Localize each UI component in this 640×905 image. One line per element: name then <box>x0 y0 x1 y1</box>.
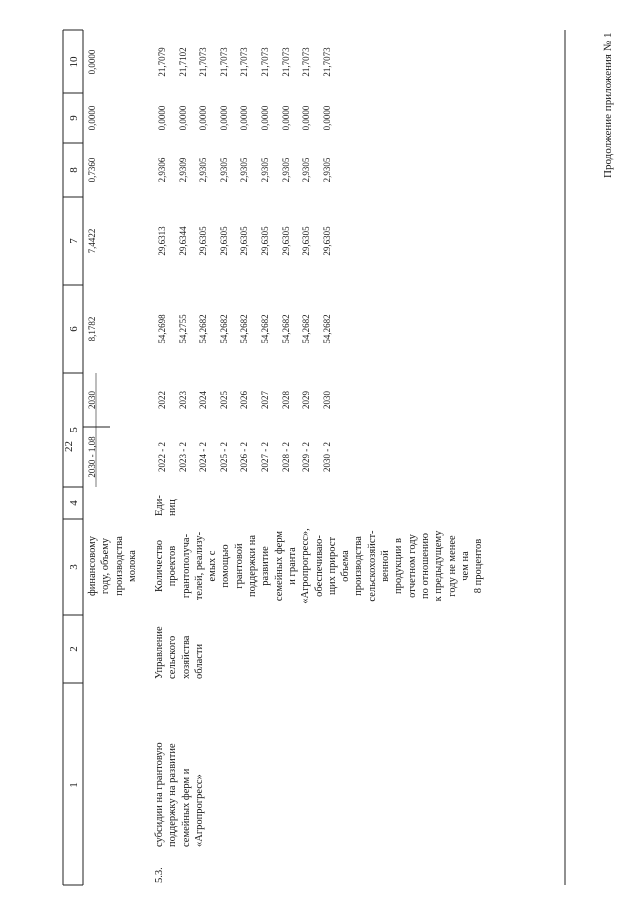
text-line: телей, реализу- <box>193 531 205 601</box>
text-line: Количество <box>154 539 165 593</box>
plan-col7: 29,6305 <box>301 226 312 256</box>
plan-col8: 2,9305 <box>218 157 229 183</box>
col-header-5: 5 <box>68 427 80 433</box>
plan-col9: 0,0000 <box>239 105 250 131</box>
appendix-continuation: Продолжение приложения № 1 <box>602 32 614 178</box>
plan-year: 2028 <box>280 391 291 409</box>
col-header-8: 8 <box>68 167 80 173</box>
plan-col10: 21,7073 <box>260 47 270 77</box>
plan-col6: 54,2698 <box>157 314 167 344</box>
plan-target: 2024 - 2 <box>198 442 209 472</box>
row-unit <box>153 495 180 516</box>
plan-col7: 29,6305 <box>218 226 229 256</box>
page-number: 22 <box>63 441 75 452</box>
plan-col10: 21,7073 <box>321 47 332 77</box>
plan-col9: 0,0000 <box>321 105 332 131</box>
text-line: 8 процентов <box>473 538 485 594</box>
text-line: проектов <box>167 545 179 587</box>
text-line: производства <box>353 536 365 596</box>
col-header-10: 10 <box>68 56 80 68</box>
carryover-col3 <box>86 519 139 613</box>
col-header-2: 2 <box>68 646 80 652</box>
col-header-4: 4 <box>68 500 80 506</box>
text-line: помощью <box>220 544 232 588</box>
plan-col6: 54,2682 <box>260 314 270 344</box>
plan-col6: 54,2755 <box>177 314 188 344</box>
plan-col10: 21,7073 <box>301 47 312 77</box>
carryover-col10: 0,0000 <box>87 49 97 75</box>
plan-col6: 54,2682 <box>218 314 229 344</box>
plan-year: 2029 <box>301 391 312 409</box>
plan-col8: 2,9305 <box>198 157 209 183</box>
plan-col6: 54,2682 <box>198 314 209 344</box>
plan-col7: 29,6313 <box>157 226 167 256</box>
plan-col8: 2,9305 <box>260 157 270 183</box>
text-line: Управление <box>154 626 165 679</box>
plan-col10: 21,7102 <box>177 47 188 77</box>
plan-col8: 2,9305 <box>321 157 332 183</box>
col-header-1: 1 <box>68 782 80 788</box>
row-indicator <box>153 519 485 613</box>
plan-year: 2023 <box>177 391 188 409</box>
row-name <box>153 742 206 847</box>
text-line: по отношению <box>419 533 431 599</box>
row-responsible <box>153 626 206 679</box>
plan-col9: 0,0000 <box>177 105 188 131</box>
text-line: обеспечиваю- <box>313 535 325 597</box>
col-header-7: 7 <box>68 238 80 244</box>
text-line: семейных ферм и <box>180 768 192 847</box>
plan-col7: 29,6305 <box>280 226 291 256</box>
plan-target: 2023 - 2 <box>177 442 188 472</box>
text-line: году, объему <box>100 537 112 595</box>
text-line: грантовой <box>233 543 245 589</box>
plan-col8: 2,9309 <box>177 157 188 183</box>
text-line: молока <box>126 550 138 582</box>
plan-year: 2024 <box>198 391 209 409</box>
plan-year: 2027 <box>260 391 270 409</box>
plan-target: 2028 - 2 <box>280 442 291 472</box>
plan-col10: 21,7073 <box>218 47 229 77</box>
text-line: «Агропрогресс», <box>300 528 312 604</box>
text-line: сельского <box>167 635 179 679</box>
text-line: объема <box>340 550 352 582</box>
plan-col7: 29,6305 <box>198 226 209 256</box>
text-line: щих прирост <box>326 536 338 596</box>
plan-col6: 54,2682 <box>321 314 332 344</box>
text-line: и гранта <box>286 547 298 585</box>
text-line: хозяйства <box>180 635 192 679</box>
carryover-col5: 2030 - 1,08 <box>87 436 97 478</box>
plan-col9: 0,0000 <box>260 105 270 131</box>
plan-target: 2022 - 2 <box>157 442 167 472</box>
rotated-table <box>0 5 640 905</box>
text-line: поддержки на <box>247 534 259 598</box>
col-header-6: 6 <box>68 326 80 332</box>
col-header-9: 9 <box>68 115 80 121</box>
carryover-col8: 0,7360 <box>87 157 97 183</box>
plan-col7: 29,6305 <box>260 226 270 256</box>
text-line: производства <box>113 536 125 596</box>
plan-year: 2025 <box>218 391 229 409</box>
plan-year: 2026 <box>239 391 250 409</box>
text-line: к предыдущему <box>433 530 445 602</box>
text-line: грантополуча- <box>180 533 192 599</box>
plan-col7: 29,6305 <box>321 226 332 256</box>
plan-col10: 21,7073 <box>239 47 250 77</box>
carryover-col7: 7,4422 <box>87 228 97 254</box>
text-line: году не менее <box>446 535 458 597</box>
carryover-col6: 8,1782 <box>87 316 97 342</box>
plan-target: 2025 - 2 <box>218 442 229 472</box>
text-line: финансовому <box>87 535 98 597</box>
plan-col7: 29,6305 <box>239 226 250 256</box>
plan-col6: 54,2682 <box>280 314 291 344</box>
plan-target: 2030 - 2 <box>321 442 332 472</box>
plan-target: 2026 - 2 <box>239 442 250 472</box>
plan-col10: 21,7079 <box>157 47 167 77</box>
plan-col9: 0,0000 <box>198 105 209 131</box>
plan-col7: 29,6344 <box>177 226 188 256</box>
text-line: Еди- <box>154 495 165 516</box>
col-header-3: 3 <box>68 564 80 570</box>
plan-col10: 21,7073 <box>280 47 291 77</box>
plan-col8: 2,9306 <box>157 157 167 183</box>
plan-col8: 2,9305 <box>239 157 250 183</box>
plan-col10: 21,7073 <box>198 47 209 77</box>
plan-target: 2029 - 2 <box>301 442 312 472</box>
plan-col9: 0,0000 <box>301 105 312 131</box>
text-line: венной <box>380 550 392 582</box>
text-line: емых с <box>207 550 219 582</box>
carryover-col9: 0,0000 <box>87 105 97 131</box>
plan-col6: 54,2682 <box>239 314 250 344</box>
text-line: чем на <box>459 551 471 581</box>
plan-target: 2027 - 2 <box>260 442 270 472</box>
text-line: поддержку на развитие <box>167 743 179 847</box>
text-line: отчетном году <box>406 534 418 598</box>
text-line: «Агропрогресс» <box>193 774 205 847</box>
text-line: сельскохозяйст- <box>366 530 378 602</box>
plan-col8: 2,9305 <box>301 157 312 183</box>
row-number: 5.3. <box>154 867 165 883</box>
plan-year: 2030 <box>321 391 332 409</box>
text-line: развитие <box>260 546 272 586</box>
plan-col6: 54,2682 <box>301 314 312 344</box>
plan-col9: 0,0000 <box>280 105 291 131</box>
text-line: ниц <box>167 499 179 516</box>
plan-col8: 2,9305 <box>280 157 291 183</box>
text-line: продукции в <box>393 538 405 594</box>
text-line: области <box>193 643 205 679</box>
carryover-year: 2030 <box>87 391 97 409</box>
text-line: субсидии на грантовую <box>154 742 165 847</box>
plan-col9: 0,0000 <box>218 105 229 131</box>
plan-year: 2022 <box>157 391 167 409</box>
text-line: семейных ферм <box>273 530 285 602</box>
plan-col9: 0,0000 <box>157 105 167 131</box>
